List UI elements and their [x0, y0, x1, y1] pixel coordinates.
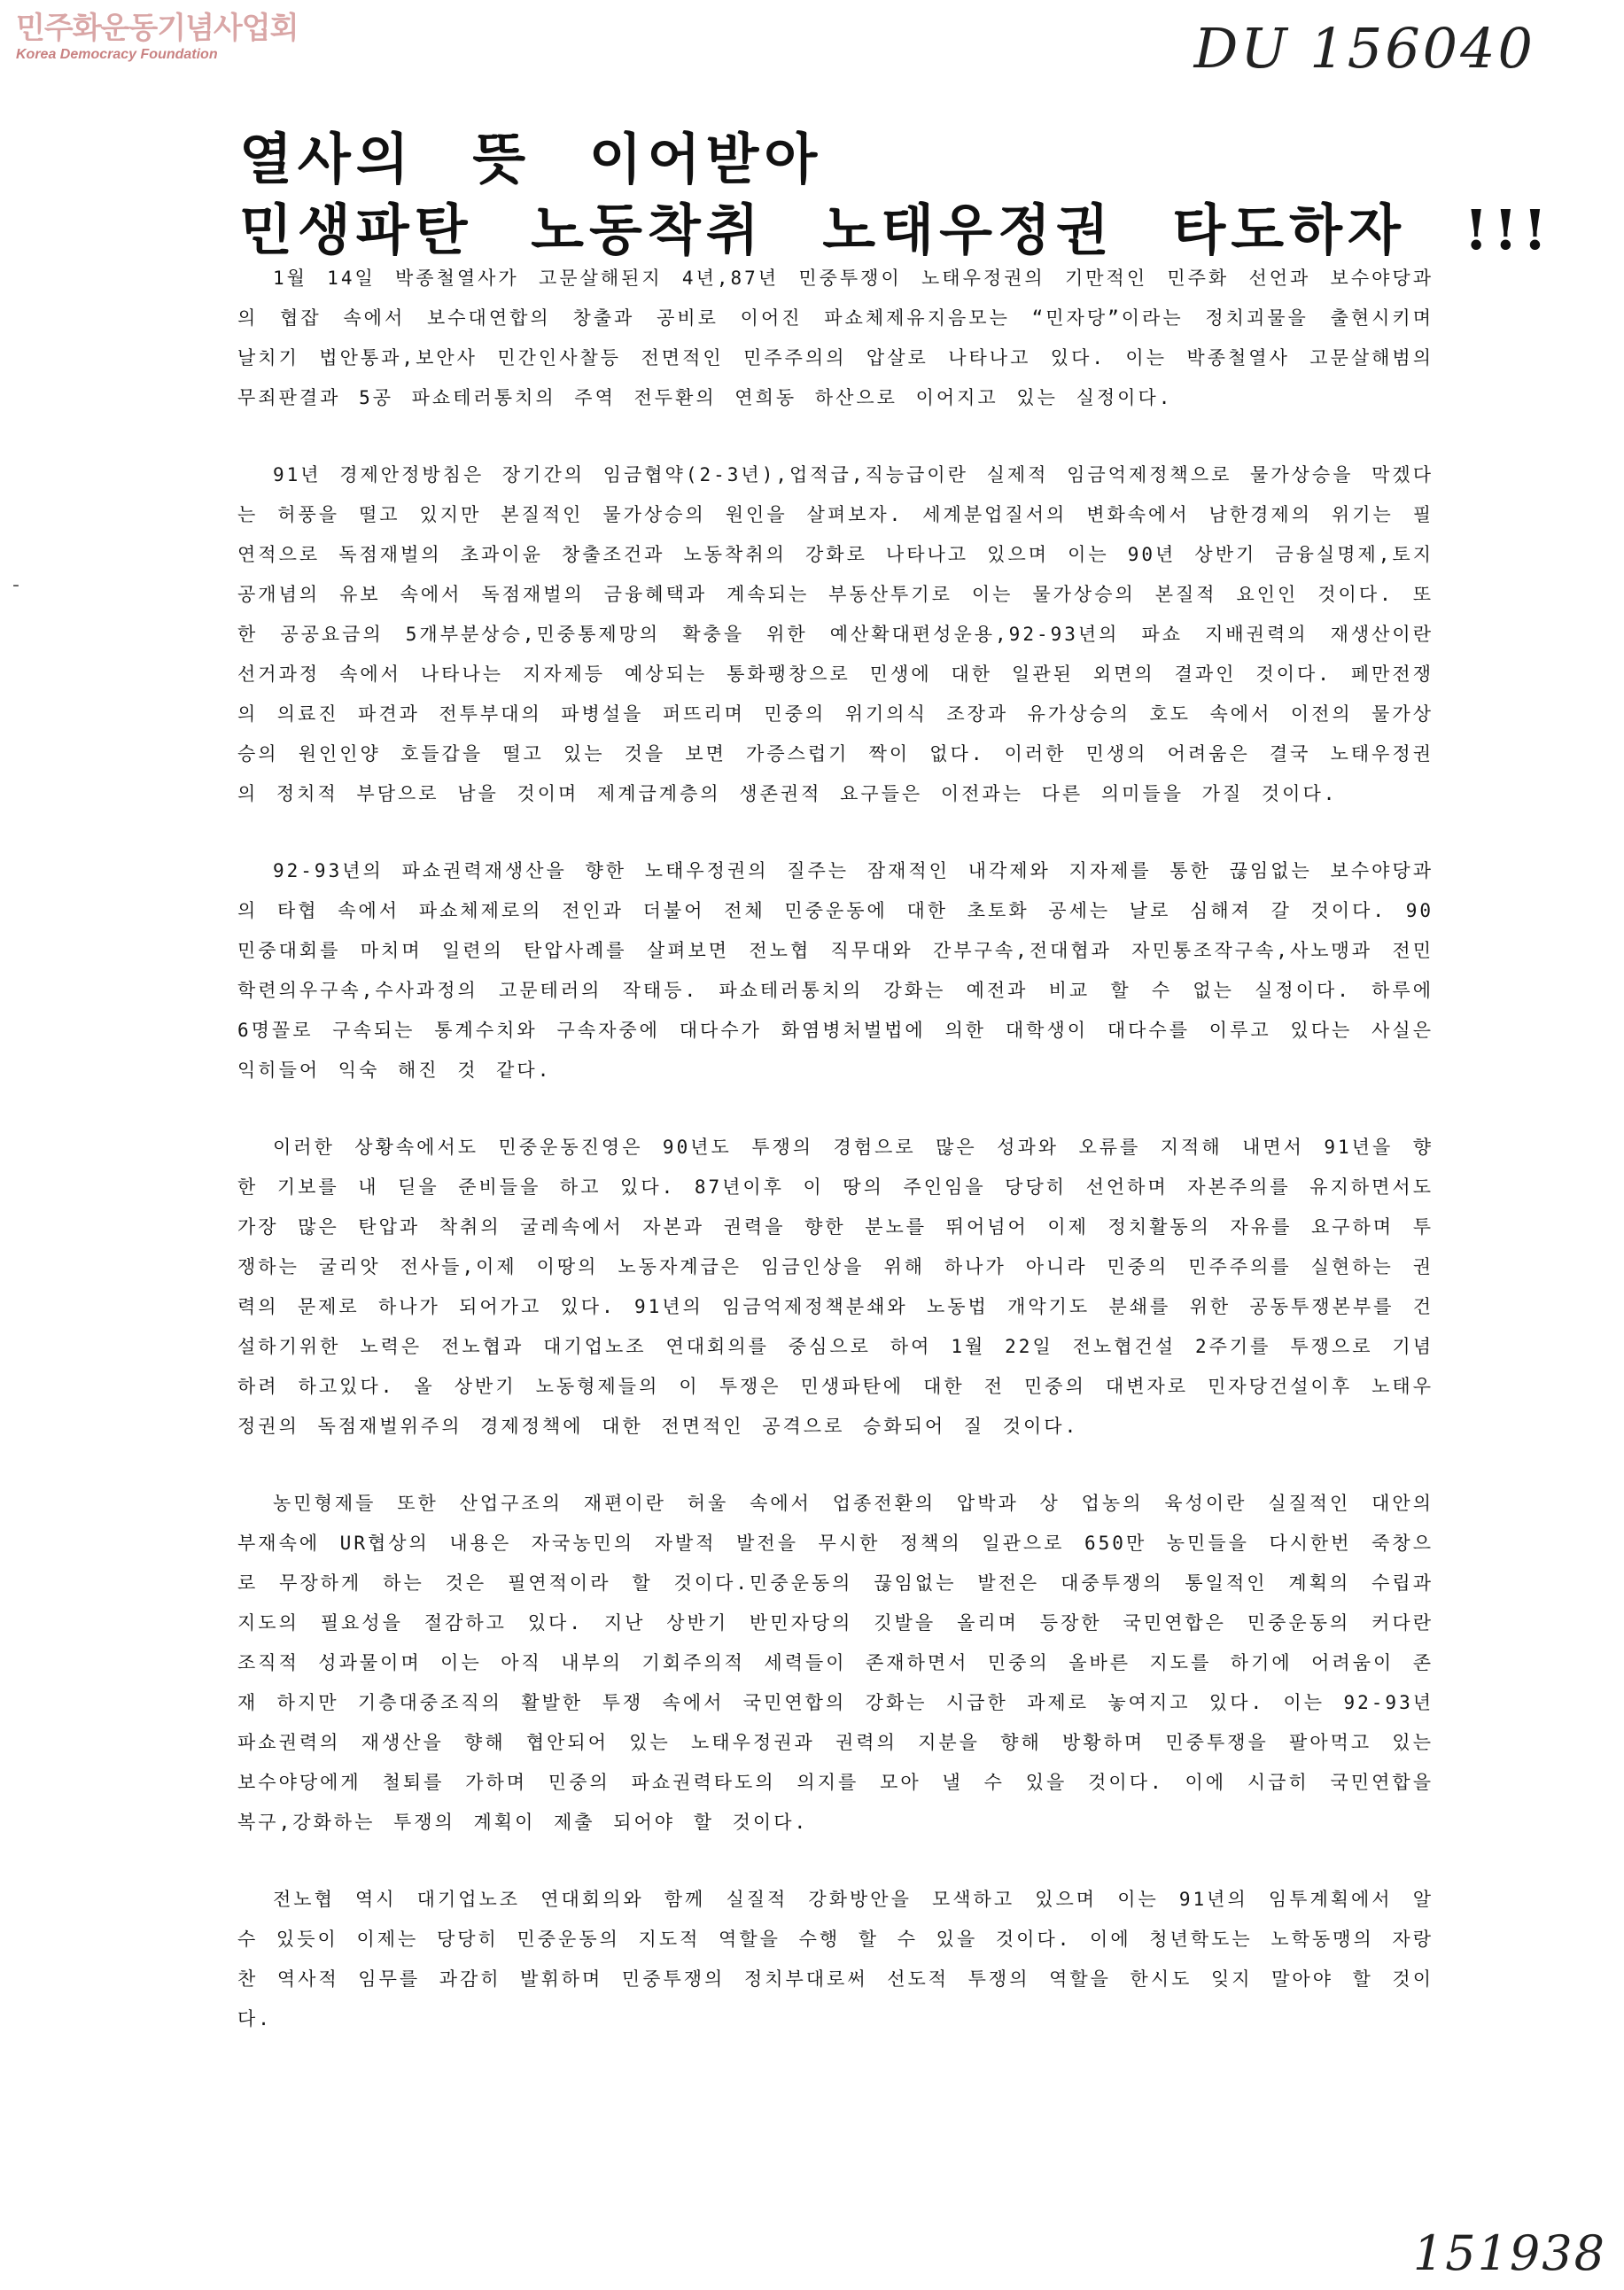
title-line-2: 민생파탄 노동착취 노태우정권 타도하자 !!!	[239, 198, 1553, 262]
paragraph-2: 91년 경제안정방침은 장기간의 임금협약(2-3년),업적급,직능급이란 실제적 임금억제정책으로 물가상승을 막겠다는 허풍을 떨고 있지만 본질적인 물가상승의 원인을 살펴보자. 세계분업질서의 변화속에서 남한경제의 위기는 필연적으로 독점재벌의 초과이윤 창출조건과 노동착취의 강화로 나타나고 있으며 이는 90년 상반기 금융실명제,토지공개념의 유보 속에서 독점재벌의 금융혜택과 계속되는 부동산투기로 이는 물가상승의 본질적 요인인 것이다. 또한 공공요금의 5개부분상승,민중통제망의 확충을 위한 예산확대편성운용,92-93년의 파쇼 지배권력의 재생산이란 선거과정 속에서 나타나는 지자제등 예상되는 통화팽창으로 민생에 대한 일관된 외면의 결과인 것이다. 페만전쟁의 의료진 파견과 전투부대의 파병설을 퍼뜨리며 민중의 위기의식 조장과 유가상승의 호도 속에서 이전의 물가상승의 원인인양 호들갑을 떨고 있는 것을 보면 가증스럽기 짝이 없다. 이러한 민생의 어려움은 결국 노태우정권의 정치적 부담으로 남을 것이며 제계급계층의 생존권적 요구들은 이전과는 다른 의미들을 가질 것이다.	[237, 464, 1434, 804]
document-body	[237, 259, 1434, 2077]
scan-speck: -	[12, 574, 19, 596]
paragraph-1: 1월 14일 박종철열사가 고문살해된지 4년,87년 민중투쟁이 노태우정권의 기만적인 민주화 선언과 보수야당과의 협잡 속에서 보수대연합의 창출과 공비로 이어진 파쇼체제유지음모는 “민자당”이라는 정치괴물을 출현시키며 날치기 법안통과,보안사 민간인사찰등 전면적인 민주주의의 압살로 나타나고 있다. 이는 박종철열사 고문살해범의 무죄판결과 5공 파쇼테러통치의 주역 전두환의 연희동 하산으로 이어지고 있는 실정이다.	[237, 268, 1434, 408]
paragraph-4: 이러한 상황속에서도 민중운동진영은 90년도 투쟁의 경험으로 많은 성과와 오류를 지적해 내면서 91년을 향한 기보를 내 딛을 준비들을 하고 있다. 87년이후 이 땅의 주인임을 당당히 선언하며 자본주의를 유지하면서도 가장 많은 탄압과 착취의 굴레속에서 자본과 권력을 향한 분노를 뛰어넘어 이제 정치활동의 자유를 요구하며 투쟁하는 굴리앗 전사들,이제 이땅의 노동자계급은 임금인상을 위해 하나가 아니라 민중의 민주주의를 실현하는 권력의 문제로 하나가 되어가고 있다. 91년의 임금억제정책분쇄와 노동법 개악기도 분쇄를 위한 공동투쟁본부를 건설하기위한 노력은 전노협과 대기업노조 연대회의를 중심으로 하여 1월 22일 전노협건설 2주기를 투쟁으로 기념하려 하고있다. 올 상반기 노동형제들의 이 투쟁은 민생파탄에 대한 전 민중의 대변자로 민자당건설이후 노태우정권의 독점재벌위주의 경제정책에 대한 전면적인 공격으로 승화되어 질 것이다.	[237, 1137, 1434, 1437]
document-id-bottom: 151938	[1412, 2225, 1606, 2281]
watermark-korean: 민주화운동기념사업회	[16, 11, 299, 46]
watermark-english: Korea Democracy Foundation	[16, 47, 218, 62]
document-id-top: DU 156040	[1193, 16, 1535, 81]
paragraph-3: 92-93년의 파쇼권력재생산을 향한 노태우정권의 질주는 잠재적인 내각제와 지자제를 통한 끊임없는 보수야당과의 타협 속에서 파쇼체제로의 전인과 더불어 전체 민중운동에 대한 초토화 공세는 날로 심해져 갈 것이다. 90민중대회를 마치며 일련의 탄압사례를 살펴보면 전노협 직무대와 간부구속,전대협과 자민통조작구속,사노맹과 전민학련의우구속,수사과정의 고문테러의 작태등. 파쇼테러통치의 강화는 예전과 비교 할 수 없는 실정이다. 하루에 6명꼴로 구속되는 통계수치와 구속자중에 대다수가 화염병처벌법에 의한 대학생이 대다수를 이루고 있다는 사실은 익히들어 익숙 해진 것 같다.	[237, 860, 1434, 1081]
document-title	[239, 124, 1553, 266]
title-line-1: 열사의 뜻 이어받아	[239, 127, 823, 191]
paragraph-5: 농민형제들 또한 산업구조의 재편이란 허울 속에서 업종전환의 압박과 상 업농의 육성이란 실질적인 대안의 부재속에 UR협상의 내용은 자국농민의 자발적 발전을 무시한 정책의 일관으로 650만 농민들을 다시한번 죽창으로 무장하게 하는 것은 필연적이라 할 것이다.민중운동의 끊임없는 발전은 대중투쟁의 통일적인 계획의 수립과 지도의 필요성을 절감하고 있다. 지난 상반기 반민자당의 깃발을 올리며 등장한 국민연합은 민중운동의 커다란 조직적 성과물이며 이는 아직 내부의 기회주의적 세력들이 존재하면서 민중의 올바른 지도를 하기에 어려움이 존재 하지만 기층대중조직의 활발한 투쟁 속에서 국민연합의 강화는 시급한 과제로 놓여지고 있다. 이는 92-93년 파쇼권력의 재생산을 향해 협안되어 있는 노태우정권과 권력의 지분을 향해 방황하며 민중투쟁을 팔아먹고 있는 보수야당에게 철퇴를 가하며 민중의 파쇼권력타도의 의지를 모아 낼 수 있을 것이다. 이에 시급히 국민연합을 복구,강화하는 투쟁의 계획이 제출 되어야 할 것이다.	[237, 1493, 1434, 1833]
foundation-watermark	[16, 11, 299, 64]
paragraph-6: 전노협 역시 대기업노조 연대회의와 함께 실질적 강화방안을 모색하고 있으며 이는 91년의 임투계획에서 알 수 있듯이 이제는 당당히 민중운동의 지도적 역할을 수행 할 수 있을 것이다. 이에 청년학도는 노학동맹의 자랑찬 역사적 임무를 과감히 발휘하며 민중투쟁의 정치부대로써 선도적 투쟁의 역할을 한시도 잊지 말아야 할 것이다.	[237, 1889, 1434, 2030]
